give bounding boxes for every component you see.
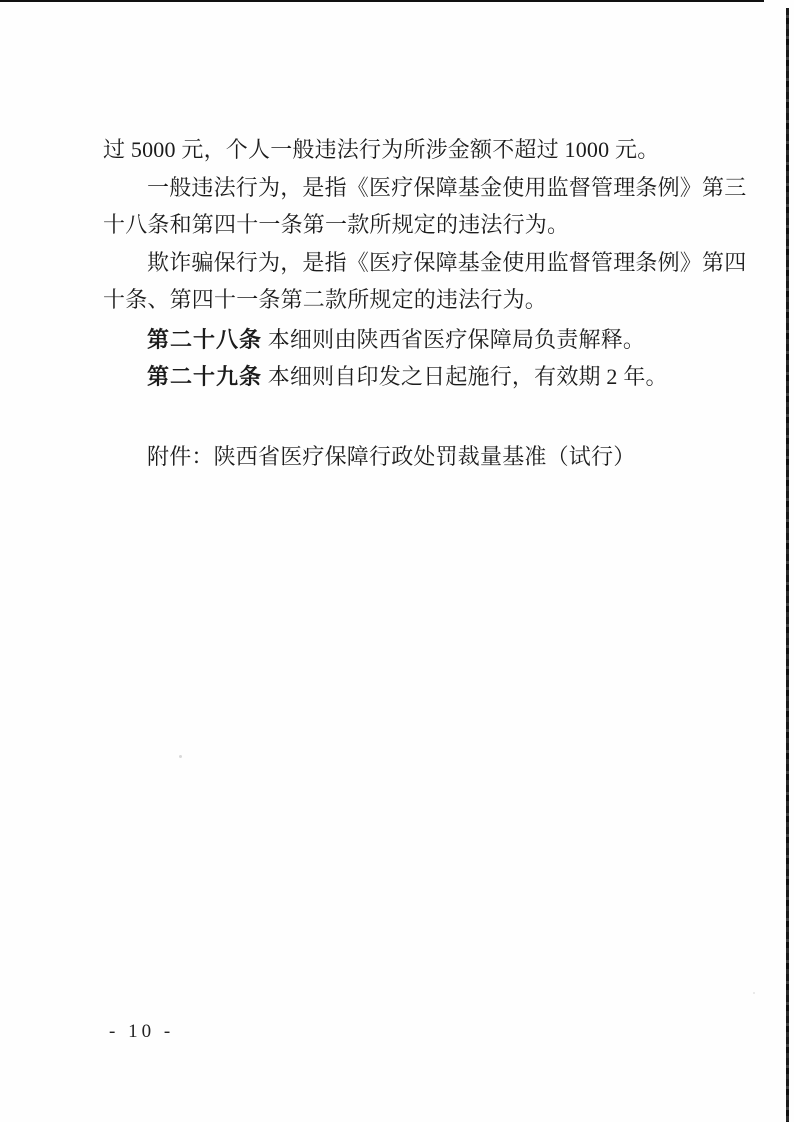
page-number: - 10 - xyxy=(109,1021,175,1042)
document-line xyxy=(103,281,703,319)
document-line xyxy=(103,438,703,476)
line-text: 十条、第四十一条第二款所规定的违法行为。 xyxy=(103,287,548,312)
article-number: 第二十九条 xyxy=(147,364,263,389)
document-line xyxy=(103,169,747,207)
document-line xyxy=(103,244,747,282)
line-text: 本细则自印发之日起施行，有效期 2 年。 xyxy=(262,364,668,389)
line-text: 一般违法行为，是指《医疗保障基金使用监督管理条例》第三 xyxy=(147,174,747,200)
document-line xyxy=(103,206,703,244)
line-text: 过 5000 元，个人一般违法行为所涉金额不超过 1000 元。 xyxy=(103,137,660,162)
scan-speck xyxy=(753,992,755,994)
document-lines xyxy=(103,131,747,475)
line-text: 本细则由陕西省医疗保障局负责解释。 xyxy=(262,326,646,352)
scan-speck xyxy=(179,755,182,758)
line-text: 十八条和第四十一条第一款所规定的违法行为。 xyxy=(103,212,570,237)
document-line xyxy=(103,358,703,396)
document-line xyxy=(103,321,703,359)
line-text: 欺诈骗保行为，是指《医疗保障基金使用监督管理条例》第四 xyxy=(147,249,747,275)
article-number: 第二十八条 xyxy=(147,326,263,352)
line-text: 附件：陕西省医疗保障行政处罚裁量基准（试行） xyxy=(147,443,636,469)
document-line xyxy=(103,131,703,169)
scan-edge-top-artifact xyxy=(0,0,764,2)
scan-edge-right-artifact xyxy=(786,8,789,1122)
